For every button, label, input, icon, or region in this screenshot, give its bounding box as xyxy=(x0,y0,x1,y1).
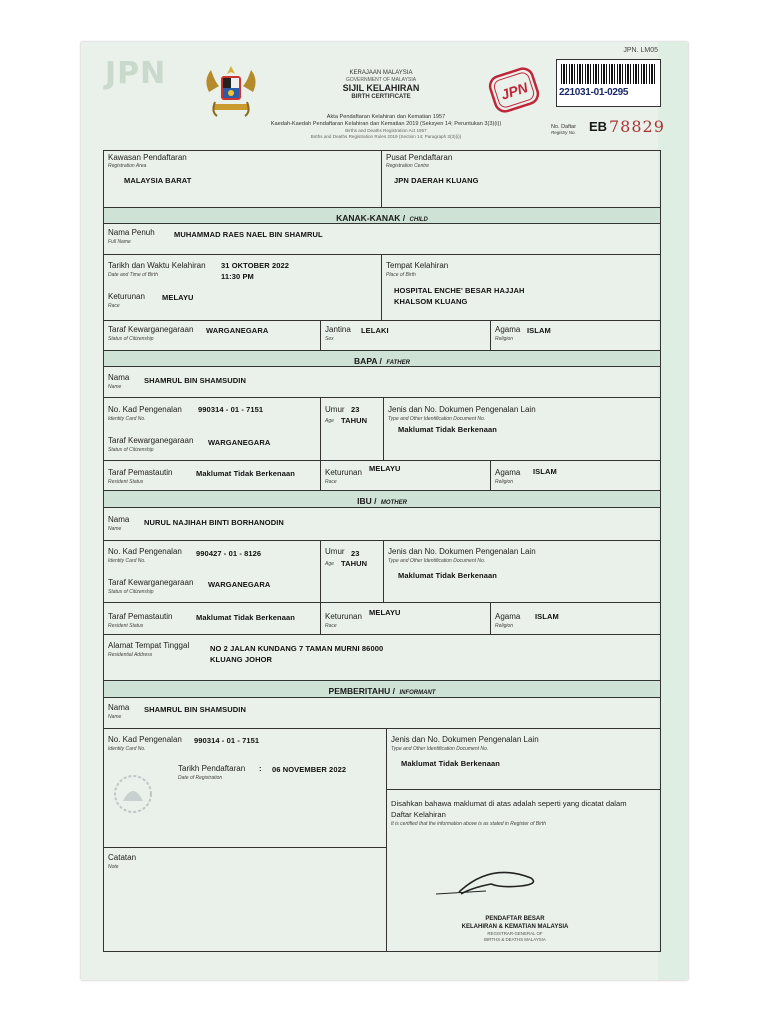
act-line-1: Akta Pendaftaran Kelahiran dan Kematian 1957 xyxy=(326,114,446,120)
mother-ic: 990427 - 01 - 8126 xyxy=(196,549,262,558)
registrar-title: PENDAFTAR BESAR KELAHIRAN & KEMATIAN MALAYSIA REGISTRAR-GENERAL OF BIRTHS & DEATHS MALAYSIA xyxy=(461,916,569,942)
certify-en: It is certified that the information above is as stated in Register of Birth xyxy=(391,821,547,827)
father-name-row: Nama Name SHAMRUL BIN SHAMSUDIN xyxy=(103,367,661,398)
child-name: MUHAMMAD RAES NAEL BIN SHAMRUL xyxy=(174,230,323,239)
barcode-icon xyxy=(561,64,655,84)
child-religion: ISLAM xyxy=(527,326,551,335)
certificate-title-en: BIRTH CERTIFICATE xyxy=(351,93,411,100)
registration-date: 06 NOVEMBER 2022 xyxy=(272,765,347,774)
child-pob-line2: KHALSOM KLUANG xyxy=(394,297,468,306)
child-race: MELAYU xyxy=(162,293,194,302)
child-citizenship: WARGANEGARA xyxy=(206,326,269,335)
father-other-doc: Maklumat Tidak Berkenaan xyxy=(398,425,497,434)
legal-acts xyxy=(241,114,531,139)
mother-address-row: Alamat Tempat Tinggal Residential Address NO 2 JALAN KUNDANG 7 TAMAN MURNI 86000 KLUANG JOHOR xyxy=(103,635,661,681)
serial-value: 78829 xyxy=(609,117,665,136)
father-id-row: No. Kad Pengenalan Identity Card No. 990314 - 01 - 7151 Taraf Kewarganegaraan Status of Citizenship WARGANEGARA Umur 23 Age TAHUN Jenis dan No. Dokumen Pengenalan Lain Type and Other Identification Document No. Maklumat Tidak Berkenaan xyxy=(103,398,661,461)
informant-name-row: Nama Name SHAMRUL BIN SHAMSUDIN xyxy=(103,698,661,729)
ministry-en: GOVERNMENT OF MALAYSIA xyxy=(345,77,417,84)
mother-id-row: No. Kad Pengenalan Identity Card No. 990427 - 01 - 8126 Taraf Kewarganegaraan Status of Citizenship WARGANEGARA Umur 23 Age TAHUN Jenis dan No. Dokumen Pengenalan Lain Type and Other Identification Document No. Maklumat Tidak Berkenaan xyxy=(103,541,661,603)
registration-row xyxy=(103,150,661,208)
father-age: 23 xyxy=(351,405,360,414)
notes-divider xyxy=(104,847,386,848)
mother-age: 23 xyxy=(351,549,360,558)
mother-name-row: Nama Name NURUL NAJIHAH BINTI BORHANODIN xyxy=(103,508,661,541)
side-tint xyxy=(658,42,688,980)
father-status-row: Taraf Pemastautin Resident Status Maklumat Tidak Berkenaan Keturunan Race MELAYU Agama Religion ISLAM xyxy=(103,461,661,491)
child-pob-line1: HOSPITAL ENCHE' BESAR HAJJAH xyxy=(394,286,525,295)
certificate-header xyxy=(311,70,451,101)
birth-certificate xyxy=(81,42,688,980)
informant-other-doc: Maklumat Tidak Berkenaan xyxy=(401,759,500,768)
mother-status-row: Taraf Pemastautin Resident Status Maklumat Tidak Berkenaan Keturunan Race MELAYU Agama Religion ISLAM xyxy=(103,603,661,635)
act-line-1-en: Births and Deaths Registration Act 1957 xyxy=(345,127,427,133)
child-birth-row: Tarikh dan Waktu Kelahiran Date and Time of Birth 31 OKTOBER 2022 11:30 PM Keturunan Race MELAYU Tempat Kelahiran Place of Birth HOSPITAL ENCHE' BESAR HAJJAH KHALSOM KLUANG xyxy=(103,255,661,321)
mother-resident-status: Maklumat Tidak Berkenaan xyxy=(196,613,295,622)
father-ic: 990314 - 01 - 7151 xyxy=(198,405,264,414)
serial-prefix: EB xyxy=(589,119,608,134)
father-resident-status: Maklumat Tidak Berkenaan xyxy=(196,469,295,478)
ministry: KERAJAAN MALAYSIA xyxy=(349,70,413,76)
mother-address-line2: KLUANG JOHOR xyxy=(210,655,273,664)
mother-section-header: IBU / MOTHER xyxy=(103,491,661,508)
registration-centre-value: JPN DAERAH KLUANG xyxy=(394,176,479,185)
registrar-signature-icon xyxy=(431,860,561,900)
mother-age-unit: TAHUN xyxy=(341,559,368,568)
serial-label: No. Daftar Registry No. xyxy=(551,124,577,136)
mother-address-line1: NO 2 JALAN KUNDANG 7 TAMAN MURNI 86000 xyxy=(210,644,384,653)
reg-date-separator: : xyxy=(259,764,262,773)
form-number: JPN. LM05 xyxy=(623,47,658,54)
informant-section-header: PEMBERITAHU / INFORMANT xyxy=(103,681,661,698)
certify-line-1: Disahkan bahawa maklumat di atas adalah seperti yang dicatat dalam xyxy=(391,799,627,808)
father-section-header: BAPA / FATHER xyxy=(103,351,661,367)
mother-name: NURUL NAJIHAH BINTI BORHANODIN xyxy=(144,518,284,527)
informant-details-row: No. Kad Pengenalan Identity Card No. 990314 - 01 - 7151 Tarikh Pendaftaran Date of Registration : 06 NOVEMBER 2022 Catatan Note Jenis dan No. Dokumen Pengenalan Lain Type and Other Identification Document No. Maklumat Tidak Berkenaan Disahkan bahawa maklumat di atas adalah seperti yang dicatat dalam Daftar Kelahiran It is certified that the information above is as stated in Register of Birth xyxy=(103,729,661,952)
barcode-box xyxy=(556,59,661,107)
act-line-2: Kaedah-Kaedah Pendaftaran Kelahiran dan Kematian 2019 (Seksyen 14; Peruntukan 3(3)(i)) xyxy=(270,120,502,127)
mother-citizenship: WARGANEGARA xyxy=(208,580,271,589)
registration-centre: Pusat Pendaftaran Registration Centre JPN DAERAH KLUANG xyxy=(381,151,660,207)
informant-ic: 990314 - 01 - 7151 xyxy=(194,736,260,745)
coat-of-arms-icon xyxy=(201,62,261,118)
child-name-row: Nama Penuh Full Name MUHAMMAD RAES NAEL BIN SHAMRUL xyxy=(103,224,661,255)
mother-religion: ISLAM xyxy=(535,612,559,621)
mother-race: MELAYU xyxy=(369,608,401,617)
certificate-table xyxy=(103,150,661,952)
father-name: SHAMRUL BIN SHAMSUDIN xyxy=(144,376,246,385)
svg-text:JPN: JPN xyxy=(498,79,530,103)
child-status-row: Taraf Kewarganegaraan Status of Citizenship WARGANEGARA Jantina Sex LELAKI Agama Religion ISLAM xyxy=(103,321,661,351)
faint-seal-icon xyxy=(108,771,158,817)
barcode-number: 221031-01-0295 xyxy=(559,87,629,98)
registration-area: Kawasan Pendaftaran Registration Area MALAYSIA BARAT xyxy=(108,153,192,185)
certify-line-2: Daftar Kelahiran xyxy=(391,810,446,819)
jpn-watermark: JPN xyxy=(105,56,167,91)
act-line-2-en: Births and Deaths Registration Rules 2019 (Section 14; Paragraph 3(3)(i)) xyxy=(310,133,462,139)
certify-divider xyxy=(387,789,660,790)
registration-area-value: MALAYSIA BARAT xyxy=(124,176,192,185)
jpn-stamp-icon xyxy=(486,64,542,116)
child-dob: 31 OKTOBER 2022 xyxy=(221,261,290,270)
father-age-unit: TAHUN xyxy=(341,416,368,425)
father-religion: ISLAM xyxy=(533,467,557,476)
informant-name: SHAMRUL BIN SHAMSUDIN xyxy=(144,705,246,714)
father-race: MELAYU xyxy=(369,464,401,473)
certificate-title: SIJIL KELAHIRAN xyxy=(342,83,420,94)
child-birth-time: 11:30 PM xyxy=(221,272,254,281)
mother-other-doc: Maklumat Tidak Berkenaan xyxy=(398,571,497,580)
father-citizenship: WARGANEGARA xyxy=(208,438,271,447)
child-sex: LELAKI xyxy=(361,326,389,335)
child-section-header: KANAK-KANAK / CHILD xyxy=(103,208,661,224)
